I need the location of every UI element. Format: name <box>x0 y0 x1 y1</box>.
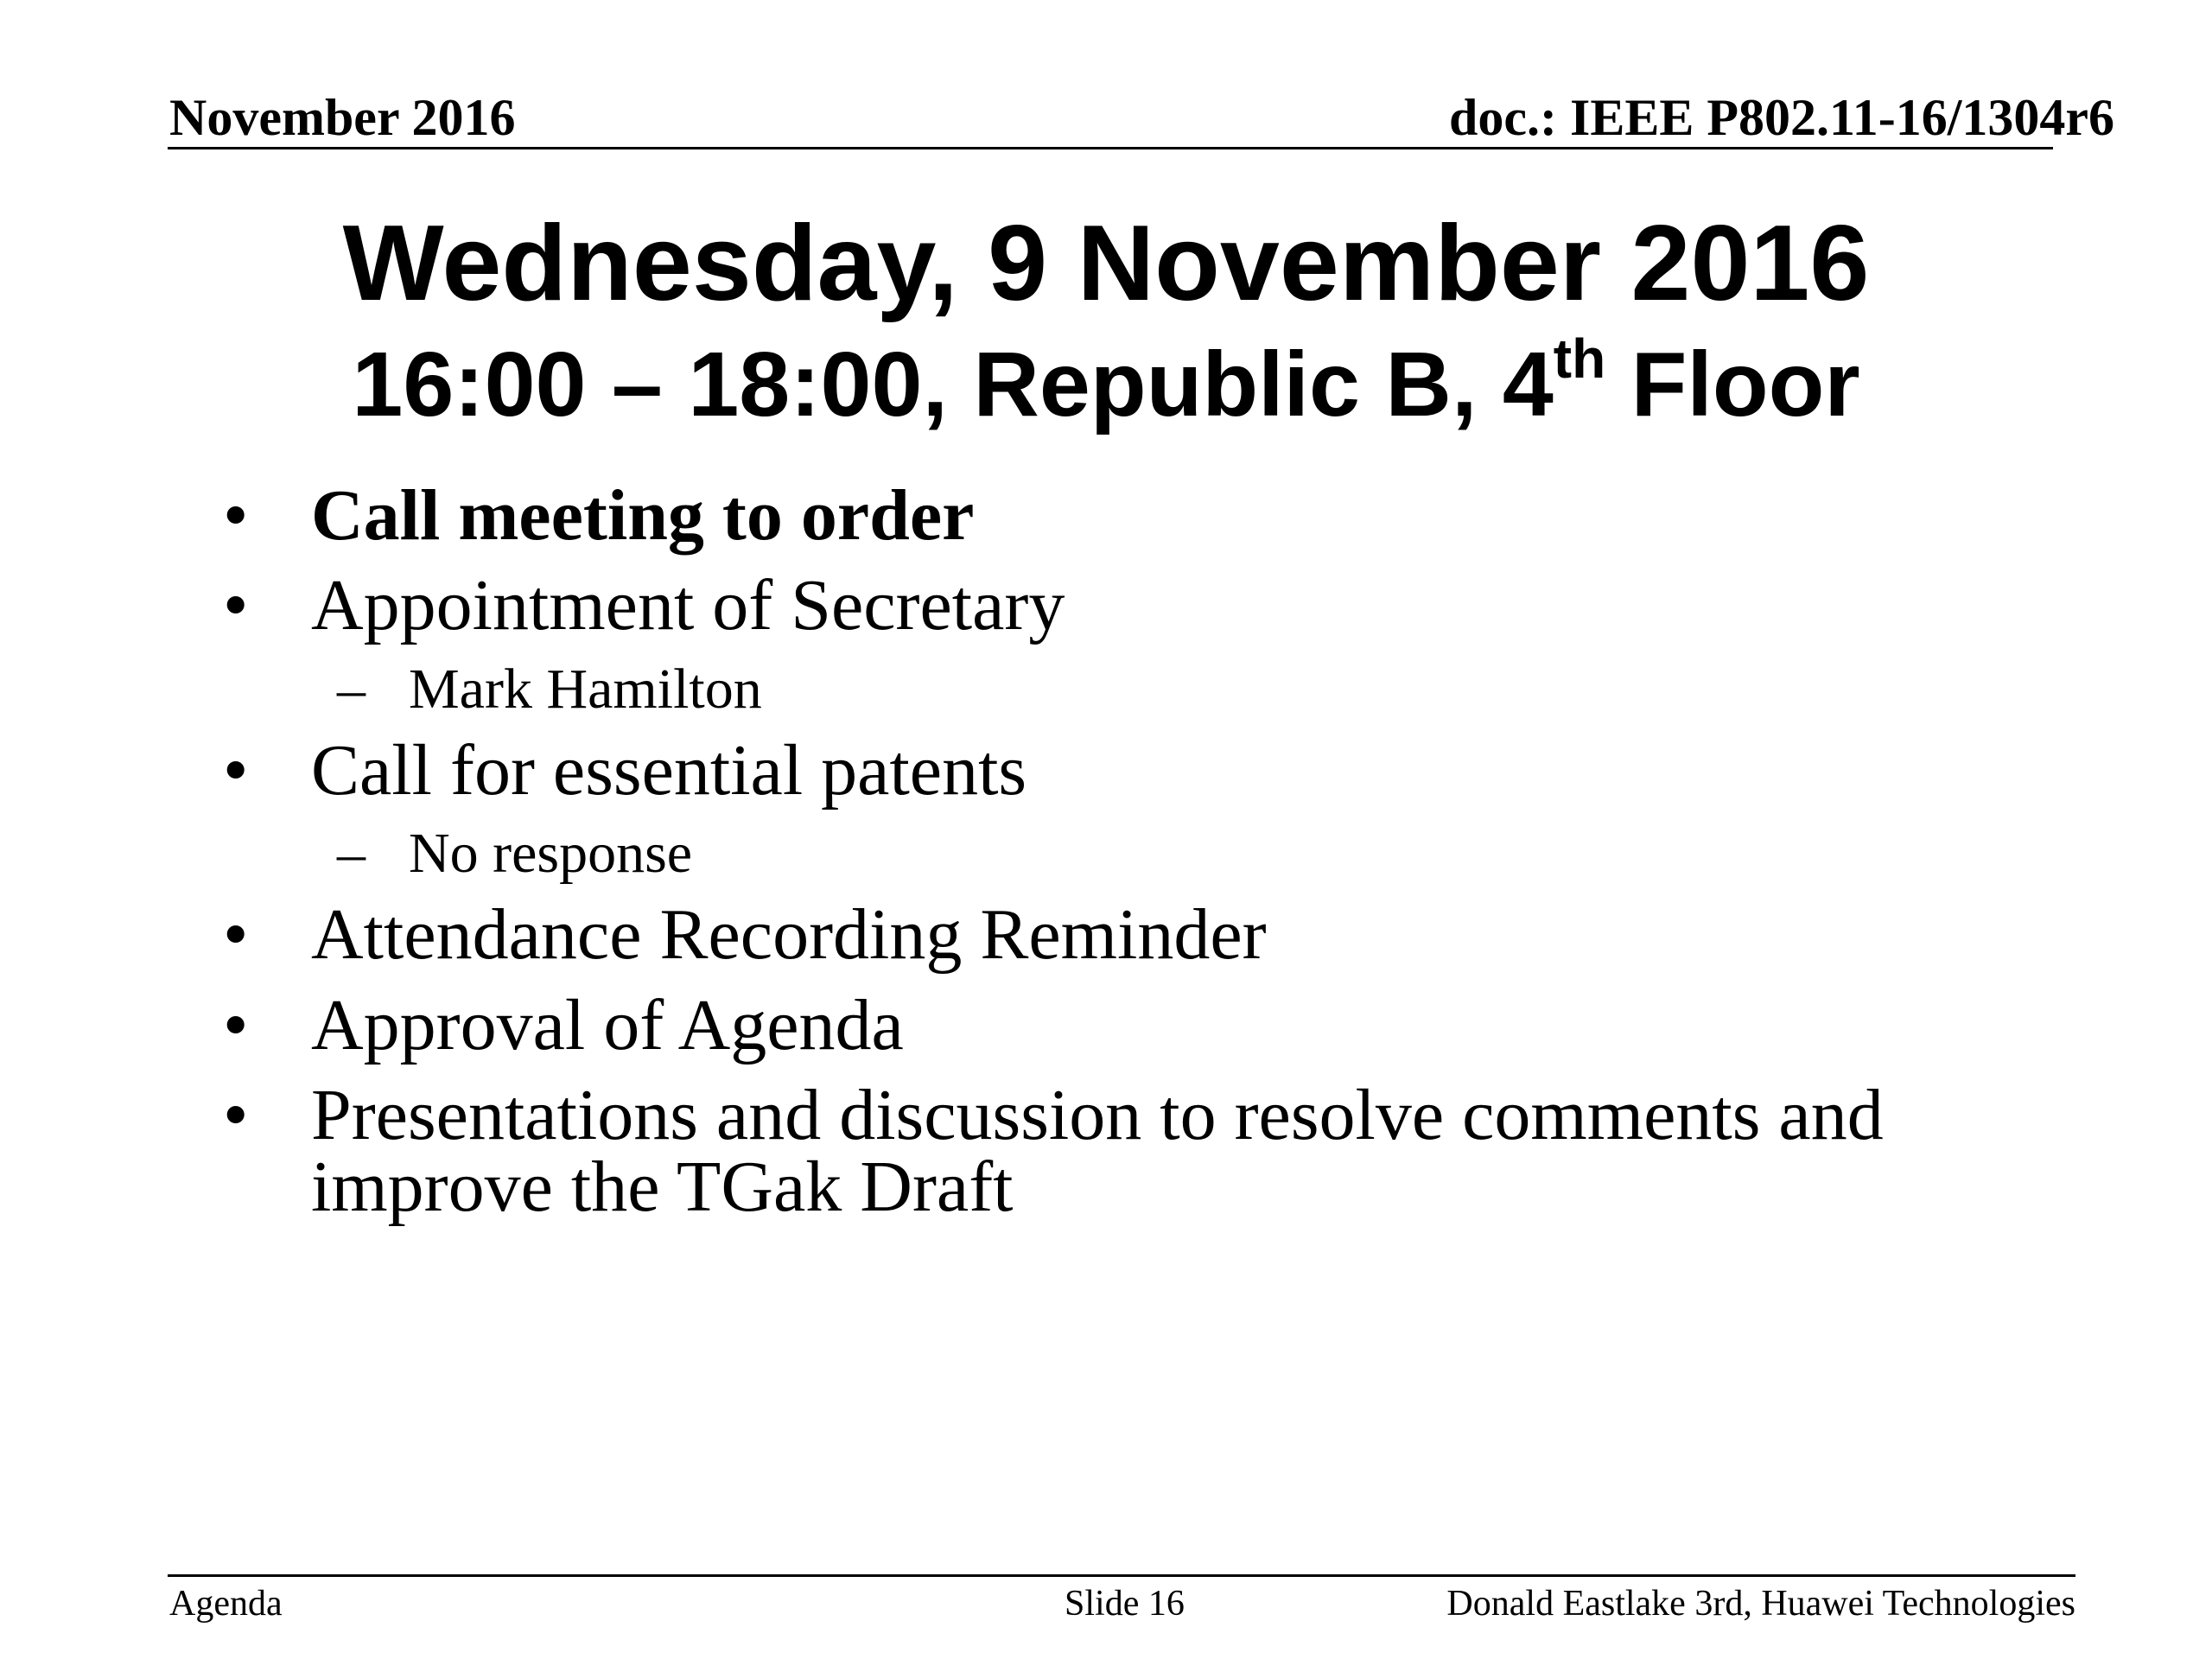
bullet-glyph: • <box>223 985 249 1065</box>
title-ordinal-suffix: th <box>1553 327 1606 390</box>
title-floor-text: Floor <box>1605 334 1860 435</box>
footer-divider <box>168 1574 2075 1577</box>
header-date: November 2016 <box>169 89 516 146</box>
header-divider <box>168 147 2053 149</box>
title-date-line: Wednesday, 9 November 2016 <box>342 204 1870 323</box>
agenda-item-text: Call meeting to order <box>311 475 975 556</box>
agenda-item-text: Attendance Recording Reminder <box>311 894 1267 975</box>
agenda-subitem-text: Mark Hamilton <box>409 658 762 721</box>
agenda-subitem-text: No response <box>409 822 693 885</box>
bullet-glyph: • <box>223 1075 249 1155</box>
dash-glyph: – <box>337 658 365 721</box>
bullet-glyph: • <box>223 894 249 975</box>
slide-title <box>0 199 2212 441</box>
agenda-item-text: Approval of Agenda <box>311 985 904 1065</box>
bullet-glyph: • <box>223 565 249 645</box>
title-time-location-line <box>0 328 2212 441</box>
agenda-item-text: improve the TGak Draft <box>311 1147 1014 1227</box>
dash-glyph: – <box>337 822 365 885</box>
bullet-glyph: • <box>223 730 249 810</box>
footer-slide-number: Slide 16 <box>1065 1584 1185 1624</box>
title-time-location-text: 16:00 – 18:00, Republic B, 4 <box>352 334 1554 435</box>
agenda-item-text: Presentations and discussion to resolve comments and <box>311 1075 1884 1155</box>
agenda-item-text: Appointment of Secretary <box>311 565 1065 645</box>
bullet-glyph: • <box>223 475 249 556</box>
header-doc-id: doc.: IEEE P802.11-16/1304r6 <box>1448 89 2114 146</box>
footer-author: Donald Eastlake 3rd, Huawei Technologies <box>1446 1584 2075 1624</box>
agenda-item-text: Call for essential patents <box>311 730 1027 810</box>
footer-section: Agenda <box>169 1584 283 1624</box>
